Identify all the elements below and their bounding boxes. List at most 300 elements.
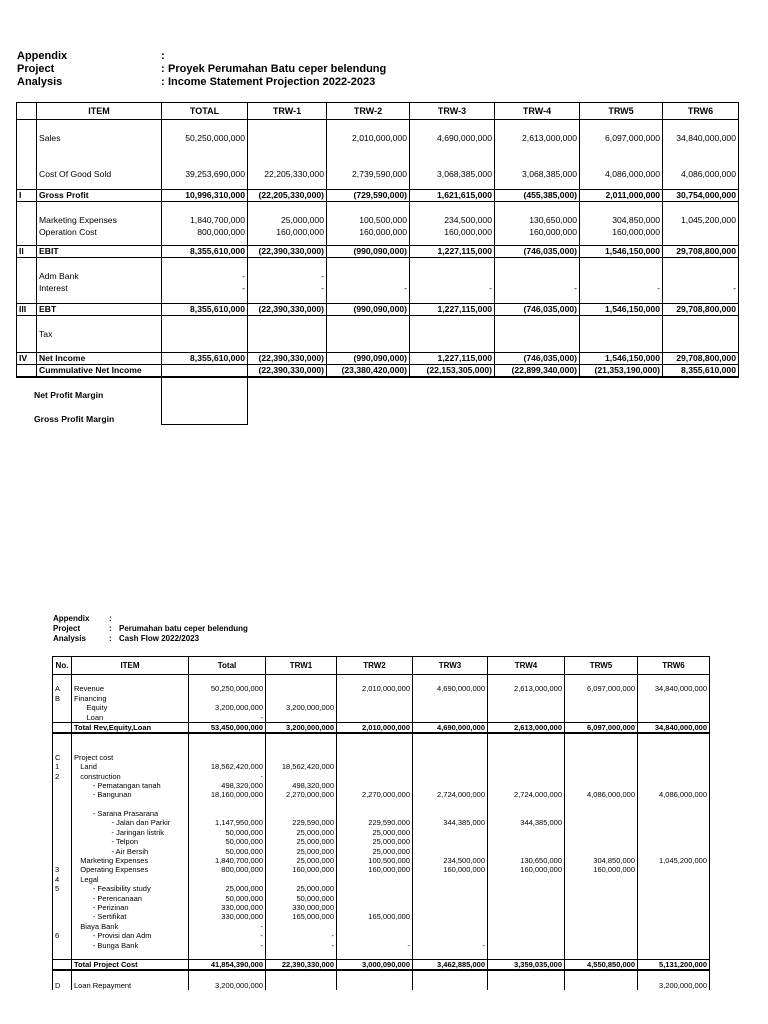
value — [268, 753, 334, 762]
value-cell: (21,353,190,000) — [580, 365, 663, 378]
row-label-cell: Total Rev,Equity,Loan — [72, 722, 189, 733]
value — [490, 884, 562, 893]
value: 304,850,000 — [593, 856, 635, 866]
value — [490, 931, 562, 940]
value — [490, 772, 562, 781]
value: 234,500,000 — [444, 215, 492, 225]
value-cell — [413, 675, 488, 723]
table-row — [53, 970, 710, 990]
value: 160,000,000 — [292, 865, 334, 875]
value: 18,562,420,000 — [210, 762, 263, 772]
ebt-row — [17, 304, 739, 316]
row-number — [55, 734, 69, 743]
item-label — [74, 743, 186, 752]
value — [665, 120, 736, 132]
row-number: 4 — [55, 874, 60, 884]
value: 18,160,000,000 — [210, 790, 263, 800]
value — [640, 818, 707, 827]
value — [497, 270, 577, 282]
value: 229,590,000 — [368, 818, 410, 828]
value-cell: (22,390,330,000) — [248, 246, 327, 258]
row-number — [55, 743, 69, 752]
row-number-cell: II — [17, 246, 37, 258]
column-header: TRW-1 — [248, 103, 327, 120]
value: 6,097,000,000 — [605, 133, 660, 143]
value-cell: 34,840,000,000 — [638, 722, 710, 733]
value — [567, 922, 635, 931]
item-label: Tax — [39, 329, 53, 339]
value — [582, 258, 660, 270]
value — [412, 156, 492, 168]
column-header: TRW5 — [580, 103, 663, 120]
value — [268, 922, 334, 931]
header-row — [53, 624, 353, 634]
value: 25,000,000 — [296, 884, 334, 894]
column-header: ITEM — [72, 657, 189, 675]
value — [415, 875, 485, 884]
value: 4,086,000,000 — [605, 169, 660, 179]
value: 4,690,000,000 — [437, 133, 492, 143]
item-label: - Bunga Bank — [74, 940, 139, 950]
value — [490, 894, 562, 903]
value-cell: 1,546,150,000 — [580, 304, 663, 316]
value-cell: 29,708,800,000 — [663, 304, 739, 316]
value-cell — [162, 365, 248, 378]
row-number — [55, 894, 69, 903]
value — [164, 258, 245, 270]
value — [415, 931, 485, 940]
row-label-cell: Net Income — [37, 353, 162, 365]
row-number — [55, 903, 69, 912]
value: 160,000,000 — [520, 865, 562, 875]
value: 1,045,200,000 — [659, 856, 707, 866]
value — [567, 847, 635, 856]
column-header — [17, 103, 37, 120]
item-label: - Provisi dan Adm — [74, 931, 152, 941]
value-cell — [327, 120, 410, 190]
value — [490, 713, 562, 722]
value-cell: 1,227,115,000 — [410, 353, 495, 365]
value: - — [242, 271, 245, 281]
value: 160,000,000 — [443, 865, 485, 875]
value: 330,000,000 — [221, 912, 263, 922]
net-profit-margin-label: Net Profit Margin — [34, 390, 104, 400]
value: - — [574, 283, 577, 293]
value — [164, 120, 245, 132]
value: 50,000,000 — [225, 846, 263, 856]
row-number — [55, 856, 69, 865]
table-row — [17, 202, 739, 246]
value: 800,000,000 — [221, 865, 263, 875]
value: 3,200,000,000 — [215, 703, 263, 713]
value — [329, 258, 407, 270]
item-label — [74, 675, 186, 684]
item-label: Adm Bank — [39, 271, 79, 281]
value — [339, 781, 410, 790]
value — [665, 156, 736, 168]
value — [567, 818, 635, 827]
value-cell — [337, 970, 413, 990]
value — [567, 743, 635, 752]
column-header: TRW-3 — [410, 103, 495, 120]
value — [567, 800, 635, 809]
value — [497, 120, 577, 132]
header-colon: : — [109, 614, 112, 623]
header-row — [17, 50, 417, 63]
value-cell: (22,205,330,000) — [248, 190, 327, 202]
value — [640, 912, 707, 921]
header-label: Appendix — [53, 614, 90, 623]
column-header: TRW-4 — [495, 103, 580, 120]
value: 34,840,000,000 — [676, 133, 736, 143]
value — [339, 734, 410, 743]
value — [567, 912, 635, 921]
value — [497, 144, 577, 156]
value-cell: (746,035,000) — [495, 246, 580, 258]
value-cell — [495, 258, 580, 304]
value — [665, 226, 736, 238]
value-cell: 1,621,615,000 — [410, 190, 495, 202]
value — [415, 753, 485, 762]
value-cell: 4,550,850,000 — [565, 960, 638, 971]
value — [640, 781, 707, 790]
roman-cell — [17, 202, 37, 246]
value: - — [657, 283, 660, 293]
table-header-row — [17, 103, 739, 120]
value-cell: 53,450,000,000 — [189, 722, 266, 733]
header-row — [53, 614, 353, 624]
item-cell — [37, 316, 162, 353]
value — [339, 694, 410, 703]
value — [490, 694, 562, 703]
table-row — [17, 316, 739, 353]
value — [415, 772, 485, 781]
value-cell: 5,131,200,000 — [638, 960, 710, 971]
value-cell: 8,355,610,000 — [663, 365, 739, 378]
value — [415, 743, 485, 752]
value — [567, 781, 635, 790]
item-cell — [72, 733, 189, 960]
value — [640, 753, 707, 762]
item-label — [39, 144, 159, 156]
column-header: TRW2 — [337, 657, 413, 675]
value-cell — [413, 733, 488, 960]
value — [191, 743, 263, 752]
row-number — [55, 828, 69, 837]
value — [640, 713, 707, 722]
value: 160,000,000 — [359, 227, 407, 237]
value — [339, 772, 410, 781]
item-label: Financing — [74, 693, 107, 703]
value: 25,000,000 — [296, 827, 334, 837]
value: 498,320,000 — [221, 780, 263, 790]
value — [490, 903, 562, 912]
value-cell: 2,010,000,000 — [337, 722, 413, 733]
item-label: Operating Expenses — [74, 865, 149, 875]
table-row — [32, 414, 247, 424]
column-header: No. — [53, 657, 72, 675]
value-cell: 2,613,000,000 — [488, 722, 565, 733]
item-label: construction — [74, 771, 121, 781]
value — [640, 884, 707, 893]
value — [339, 800, 410, 809]
value — [567, 772, 635, 781]
item-label — [74, 950, 186, 959]
value-cell: 3,200,000,000 — [266, 722, 337, 733]
value: 229,590,000 — [292, 818, 334, 828]
value: - — [482, 940, 485, 950]
value — [665, 144, 736, 156]
row-label-cell: Gross Profit — [37, 190, 162, 202]
value — [640, 875, 707, 884]
value-cell: (990,090,000) — [327, 304, 410, 316]
value — [268, 734, 334, 743]
value — [640, 931, 707, 940]
value-cell — [248, 202, 327, 246]
value-cell: 8,355,610,000 — [162, 304, 248, 316]
value — [250, 132, 324, 144]
value — [415, 703, 485, 712]
value — [412, 144, 492, 156]
value — [490, 950, 562, 959]
item-label: Operation Cost — [39, 227, 97, 237]
value — [191, 800, 263, 809]
value-cell: (22,153,305,000) — [410, 365, 495, 378]
value-cell — [580, 258, 663, 304]
value — [339, 753, 410, 762]
value — [415, 903, 485, 912]
value — [268, 800, 334, 809]
value — [339, 981, 410, 990]
value — [415, 837, 485, 846]
value — [640, 734, 707, 743]
row-number — [55, 781, 69, 790]
item-label: - Pematangan tanah — [74, 780, 161, 790]
value — [567, 894, 635, 903]
value — [490, 912, 562, 921]
value — [164, 202, 245, 214]
value-cell: 2,011,000,000 — [580, 190, 663, 202]
value-cell: 8,355,610,000 — [162, 246, 248, 258]
header-label: Appendix — [17, 50, 68, 62]
row-number: 3 — [55, 865, 60, 875]
value — [329, 144, 407, 156]
value-cell: (23,380,420,000) — [327, 365, 410, 378]
row-number — [55, 809, 69, 818]
value — [412, 270, 492, 282]
value-cell: 8,355,610,000 — [162, 353, 248, 365]
value — [640, 894, 707, 903]
value — [582, 120, 660, 132]
table-row — [17, 120, 739, 190]
header-value: Cash Flow 2022/2023 — [119, 634, 200, 643]
header-colon: : — [161, 50, 165, 62]
value-cell — [638, 733, 710, 960]
value — [268, 950, 334, 959]
value — [490, 828, 562, 837]
value: - — [407, 940, 410, 950]
value — [640, 800, 707, 809]
value-cell: 4,690,000,000 — [413, 722, 488, 733]
row-number — [55, 790, 69, 799]
value — [339, 762, 410, 771]
item-label: Revenue — [74, 684, 105, 694]
value — [490, 734, 562, 743]
value — [415, 950, 485, 959]
value-cell — [189, 675, 266, 723]
value — [567, 903, 635, 912]
value — [268, 694, 334, 703]
value: 165,000,000 — [292, 912, 334, 922]
value-cell — [495, 120, 580, 190]
value — [415, 894, 485, 903]
value — [191, 694, 263, 703]
value: 18,562,420,000 — [281, 762, 334, 772]
value: 1,147,950,000 — [215, 818, 263, 828]
value — [640, 809, 707, 818]
value: 1,045,200,000 — [681, 215, 736, 225]
value-cell — [410, 258, 495, 304]
header-value: Proyek Perumahan Batu ceper belendung — [168, 63, 387, 75]
value — [567, 762, 635, 771]
value: 304,850,000 — [612, 215, 660, 225]
value-cell — [495, 202, 580, 246]
value — [567, 941, 635, 950]
row-number: A — [55, 684, 61, 694]
value — [567, 971, 635, 980]
value — [415, 734, 485, 743]
item-cell — [72, 675, 189, 723]
value — [191, 675, 263, 684]
header-colon: : — [161, 76, 165, 88]
value — [567, 809, 635, 818]
item-label: - Jalan dan Parkir — [74, 818, 171, 828]
row-number: 5 — [55, 884, 60, 894]
value — [490, 971, 562, 980]
item-label: Project cost — [74, 752, 114, 762]
value: 50,000,000 — [225, 893, 263, 903]
row-number-cell — [53, 675, 72, 723]
row-number: B — [55, 693, 61, 703]
item-label: - Feasibility study — [74, 884, 151, 894]
row-number-cell — [53, 722, 72, 733]
value — [191, 809, 263, 818]
value-cell: 41,854,390,000 — [189, 960, 266, 971]
value — [268, 981, 334, 990]
item-label: Biaya Bank — [74, 921, 119, 931]
value-cell: 1,546,150,000 — [580, 246, 663, 258]
value — [490, 981, 562, 990]
value — [567, 875, 635, 884]
value: 160,000,000 — [593, 865, 635, 875]
value — [490, 800, 562, 809]
value — [582, 270, 660, 282]
item-label: Equity — [74, 703, 108, 713]
value-cell — [488, 675, 565, 723]
value: 25,000,000 — [280, 215, 324, 225]
item-label: - Perizinan — [74, 902, 129, 912]
table-row — [53, 675, 710, 723]
value — [497, 156, 577, 168]
column-header: TRW6 — [638, 657, 710, 675]
value — [567, 950, 635, 959]
value: 160,000,000 — [368, 865, 410, 875]
value-cell — [327, 202, 410, 246]
value — [640, 762, 707, 771]
row-number — [55, 847, 69, 856]
ebit-row — [17, 246, 739, 258]
value — [582, 156, 660, 168]
value — [665, 270, 736, 282]
header-value: Perumahan batu ceper belendung — [119, 624, 248, 633]
value: - — [489, 283, 492, 293]
item-label: - Perencanaan — [74, 893, 142, 903]
value — [250, 144, 324, 156]
row-number: 1 — [55, 762, 60, 772]
column-header: TRW3 — [413, 657, 488, 675]
value — [268, 675, 334, 684]
value-cell — [565, 675, 638, 723]
value: - — [321, 271, 324, 281]
value — [191, 734, 263, 743]
value: 39,253,690,000 — [185, 169, 245, 179]
value — [640, 675, 707, 684]
value-cell — [488, 970, 565, 990]
value-cell — [663, 120, 739, 190]
value-cell — [162, 202, 248, 246]
row-number — [55, 922, 69, 931]
value-cell: (990,090,000) — [327, 246, 410, 258]
item-label: Legal — [74, 874, 99, 884]
total-project-cost-row — [53, 960, 710, 971]
value-cell — [413, 970, 488, 990]
table-row — [32, 378, 247, 390]
item-label — [74, 971, 186, 980]
value — [567, 884, 635, 893]
value: 4,086,000,000 — [659, 790, 707, 800]
value: 3,200,000,000 — [659, 980, 707, 990]
value-cell — [565, 970, 638, 990]
value — [640, 922, 707, 931]
value: 130,650,000 — [529, 215, 577, 225]
value-cell: 29,708,800,000 — [663, 246, 739, 258]
value: - — [733, 283, 736, 293]
value — [640, 772, 707, 781]
value-cell: (729,590,000) — [327, 190, 410, 202]
value-cell: (22,390,330,000) — [248, 353, 327, 365]
item-label: - Jaringan listrik — [74, 827, 165, 837]
value — [250, 120, 324, 132]
total-revenue-row — [53, 722, 710, 733]
value: 50,000,000 — [296, 893, 334, 903]
value-cell: 3,000,090,000 — [337, 960, 413, 971]
value — [490, 753, 562, 762]
row-number: C — [55, 752, 61, 762]
header-label: Project — [17, 63, 55, 75]
value — [329, 270, 407, 282]
value — [415, 847, 485, 856]
value-cell — [638, 675, 710, 723]
value — [665, 202, 736, 214]
value — [490, 743, 562, 752]
header-colon: : — [109, 624, 112, 633]
value: - — [404, 283, 407, 293]
value — [582, 144, 660, 156]
roman-cell — [17, 316, 37, 353]
header-value: Income Statement Projection 2022-2023 — [168, 76, 376, 88]
net-profit-margin-value — [161, 390, 247, 414]
value — [490, 922, 562, 931]
